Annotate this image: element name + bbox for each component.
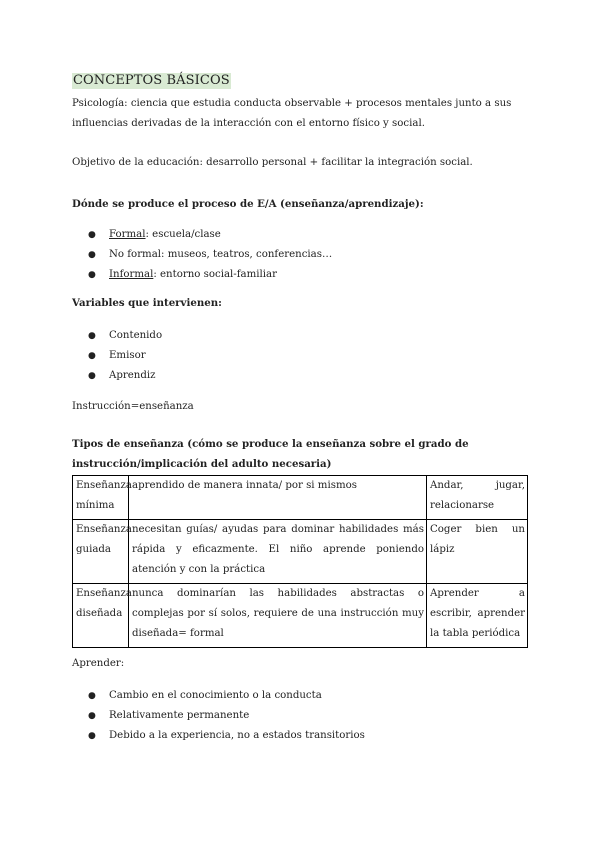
list-item (88, 245, 528, 265)
list-item (88, 225, 528, 245)
list-item-text: Contenido (109, 330, 163, 341)
list-item-text: No formal: museos, teatros, conferencias… (109, 249, 333, 260)
objetivo-paragraph: Objetivo de la educación: desarrollo personal + facilitar la integración social. (72, 157, 473, 168)
instruccion-paragraph: Instrucción=enseñanza (72, 401, 194, 412)
list-item (88, 366, 528, 386)
list-item-text: Emisor (109, 350, 146, 361)
list-item-text: Aprendiz (109, 370, 156, 381)
page-title: CONCEPTOS BÁSICOS (73, 73, 230, 88)
list-item (88, 686, 528, 706)
tipos-table (72, 475, 528, 648)
variables-heading: Variables que intervienen: (72, 297, 222, 309)
table-row (73, 584, 528, 648)
tipos-heading: Tipos de enseñanza (cómo se produce la enseñanza sobre el grado de instrucción/implicación del adulto necesaria) (72, 438, 469, 470)
list-item (88, 706, 528, 726)
aprender-heading: Aprender: (72, 658, 125, 669)
bullet-icon: ● (88, 371, 96, 381)
table-cell-descripcion: aprendido de manera innata/ por si mismos (129, 476, 427, 520)
table-cell-tipo: Enseñanza guiada (73, 520, 129, 584)
list-item-text: : entorno social-familiar (153, 269, 277, 280)
table-cell-tipo: Enseñanza diseñada (73, 584, 129, 648)
list-item (88, 265, 528, 285)
list-item (88, 726, 528, 746)
donde-list (88, 225, 528, 285)
bullet-icon: ● (88, 270, 96, 280)
list-item-text: Relativamente permanente (109, 710, 250, 721)
table-cell-tipo: Enseñanza mínima (73, 476, 129, 520)
table-cell-descripcion: necesitan guías/ ayudas para dominar habilidades más rápida y eficazmente. El niño aprende poniendo atención y con la práctica (129, 520, 427, 584)
list-item-text: Cambio en el conocimiento o la conducta (109, 690, 322, 701)
table-cell-ejemplo: Coger bien un lápiz (427, 520, 528, 584)
bullet-icon: ● (88, 351, 96, 361)
term-informal: Informal (109, 269, 154, 280)
list-item (88, 346, 528, 366)
bullet-icon: ● (88, 230, 96, 240)
bullet-icon: ● (88, 331, 96, 341)
bullet-icon: ● (88, 731, 96, 741)
table-cell-ejemplo: Andar, jugar, relacionarse (427, 476, 528, 520)
bullet-icon: ● (88, 691, 96, 701)
variables-list (88, 326, 528, 386)
table-cell-ejemplo: Aprender a escribir, aprender la tabla periódica (427, 584, 528, 648)
list-item-text: Debido a la experiencia, no a estados transitorios (109, 730, 365, 741)
table-row (73, 476, 528, 520)
donde-heading: Dónde se produce el proceso de E/A (enseñanza/aprendizaje): (72, 198, 424, 210)
bullet-icon: ● (88, 711, 96, 721)
psicologia-paragraph: Psicología: ciencia que estudia conducta observable + procesos mentales junto a sus influencias derivadas de la interacción con el entorno físico y social. (72, 98, 512, 129)
bullet-icon: ● (88, 250, 96, 260)
table-cell-descripcion: nunca dominarían las habilidades abstractas o complejas por sí solos, requiere de una instrucción muy diseñada= formal (129, 584, 427, 648)
term-formal: Formal (109, 229, 146, 240)
aprender-list (88, 686, 528, 746)
list-item (88, 326, 528, 346)
table-row (73, 520, 528, 584)
list-item-text: : escuela/clase (145, 229, 221, 240)
